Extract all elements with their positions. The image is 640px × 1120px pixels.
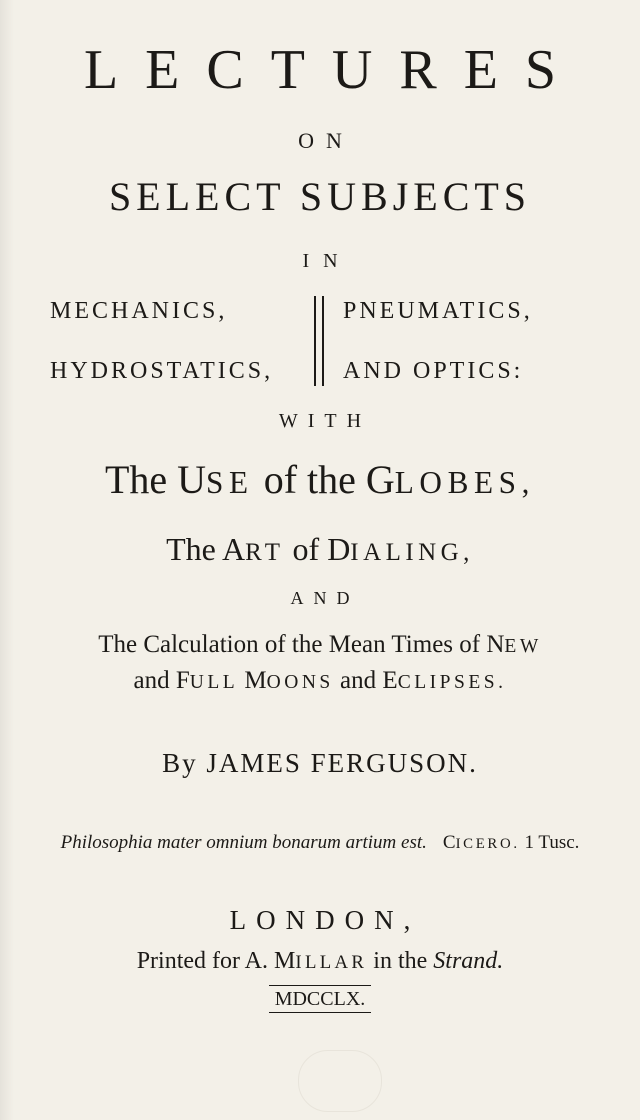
motto (0, 832, 640, 854)
faint-library-stamp (298, 1050, 382, 1112)
imprint-date: MDCCLX. (0, 988, 640, 1011)
subject-mechanics: MECHANICS, (50, 298, 228, 324)
imprint-printer: Printed for A. MILLAR in the Strand. (136, 948, 504, 974)
line-art-of-dialing: The ART of DIALING, (166, 531, 474, 567)
line-calculation: The Calculation of the Mean Times of NEW (98, 631, 542, 658)
subject-pneumatics: PNEUMATICS, (343, 298, 533, 324)
title-connector-on: ON (298, 128, 354, 153)
line-use-of-globes: The USE of the GLOBES, (104, 457, 536, 502)
subtitle-connector-in: IN (302, 250, 352, 272)
motto-citation: CICERO. 1 Tusc. (442, 832, 580, 853)
subtitle: SELECT SUBJECTS (108, 174, 532, 219)
connector-and: AND (290, 588, 360, 608)
subject-optics: AND OPTICS: (343, 358, 524, 384)
connector-with: WITH (278, 410, 372, 432)
motto-quote: Philosophia mater omnium bonarum artium est. (60, 832, 427, 853)
author-line: By JAMES FERGUSON. (162, 748, 478, 778)
column-divider (314, 296, 316, 386)
subject-hydrostatics: HYDROSTATICS, (50, 358, 274, 384)
imprint-city: LONDON, (229, 905, 421, 935)
column-divider (322, 296, 324, 386)
main-title: LECTURES (83, 39, 584, 101)
line-moons-eclipses: and FULL MOONS and ECLIPSES. (133, 667, 507, 694)
